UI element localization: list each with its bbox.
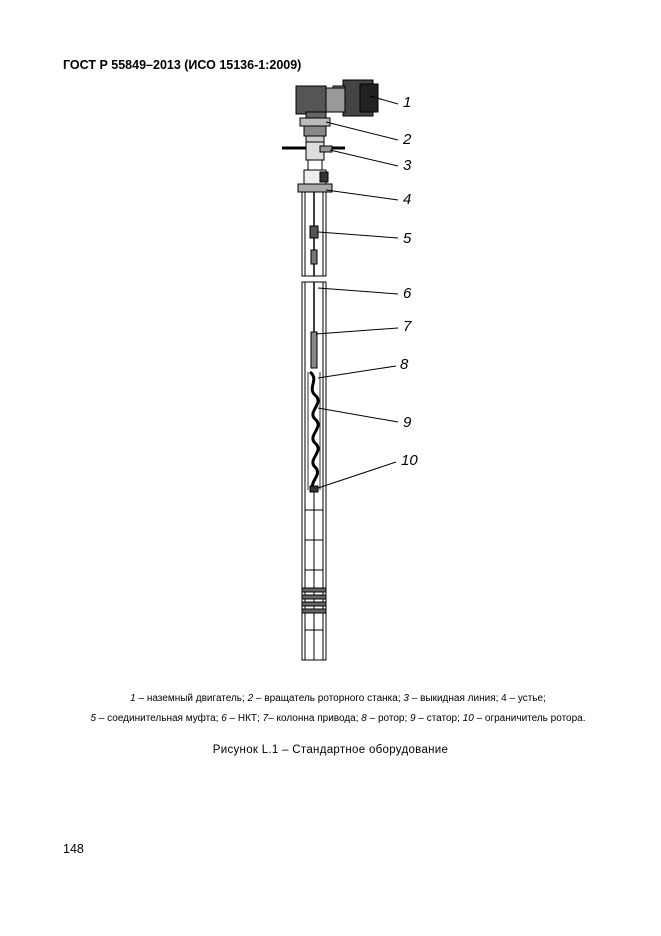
legend-text: – наземный двигатель; [135,693,248,704]
callout-7: 7 [403,318,412,335]
callout-3: 3 [403,157,412,174]
drive-head-shape [300,118,330,142]
legend-line-2 [58,712,618,726]
legend-num: 6 [221,713,227,724]
legend-num: 1 [130,693,136,704]
page-number: 148 [63,842,84,856]
flowline-shape [282,142,345,170]
legend-num: 2 [247,693,254,704]
legend-text: – соединительная муфта; [96,713,222,724]
figure-title: Рисунок L.1 – Стандартное оборудование [212,744,449,756]
legend-text: – выкидная линия; 4 – устье; [408,693,546,704]
legend-num: 5 [90,713,97,724]
callout-9: 9 [403,414,412,431]
wellhead-shape [298,170,332,192]
document-header: ГОСТ Р 55849–2013 (ИСО 15136-1:2009) [63,58,302,72]
legend-num: 8 [361,713,367,724]
legend-num: 10 [462,713,474,724]
leader-lines [316,96,398,488]
legend-text: – статор; [415,713,463,724]
callout-2: 2 [403,131,412,148]
legend-num: 3 [403,693,409,704]
legend-text: – колонна привода; [268,713,362,724]
callout-1: 1 [403,94,412,111]
legend-num: 7 [262,713,269,724]
legend-text: – ротор; [366,713,411,724]
callout-8: 8 [400,356,409,373]
callout-5: 5 [403,230,412,247]
callout-4: 4 [403,191,412,208]
callout-10: 10 [401,452,418,469]
callout-6: 6 [403,285,412,302]
surface-motor-shape [296,80,378,124]
legend-text: – ограничитель ротора. [473,713,586,724]
legend-num: 9 [410,713,416,724]
legend-text: – НКТ; [226,713,263,724]
legend-text: – вращатель роторного станка; [253,693,404,704]
legend-line-1 [58,692,618,706]
